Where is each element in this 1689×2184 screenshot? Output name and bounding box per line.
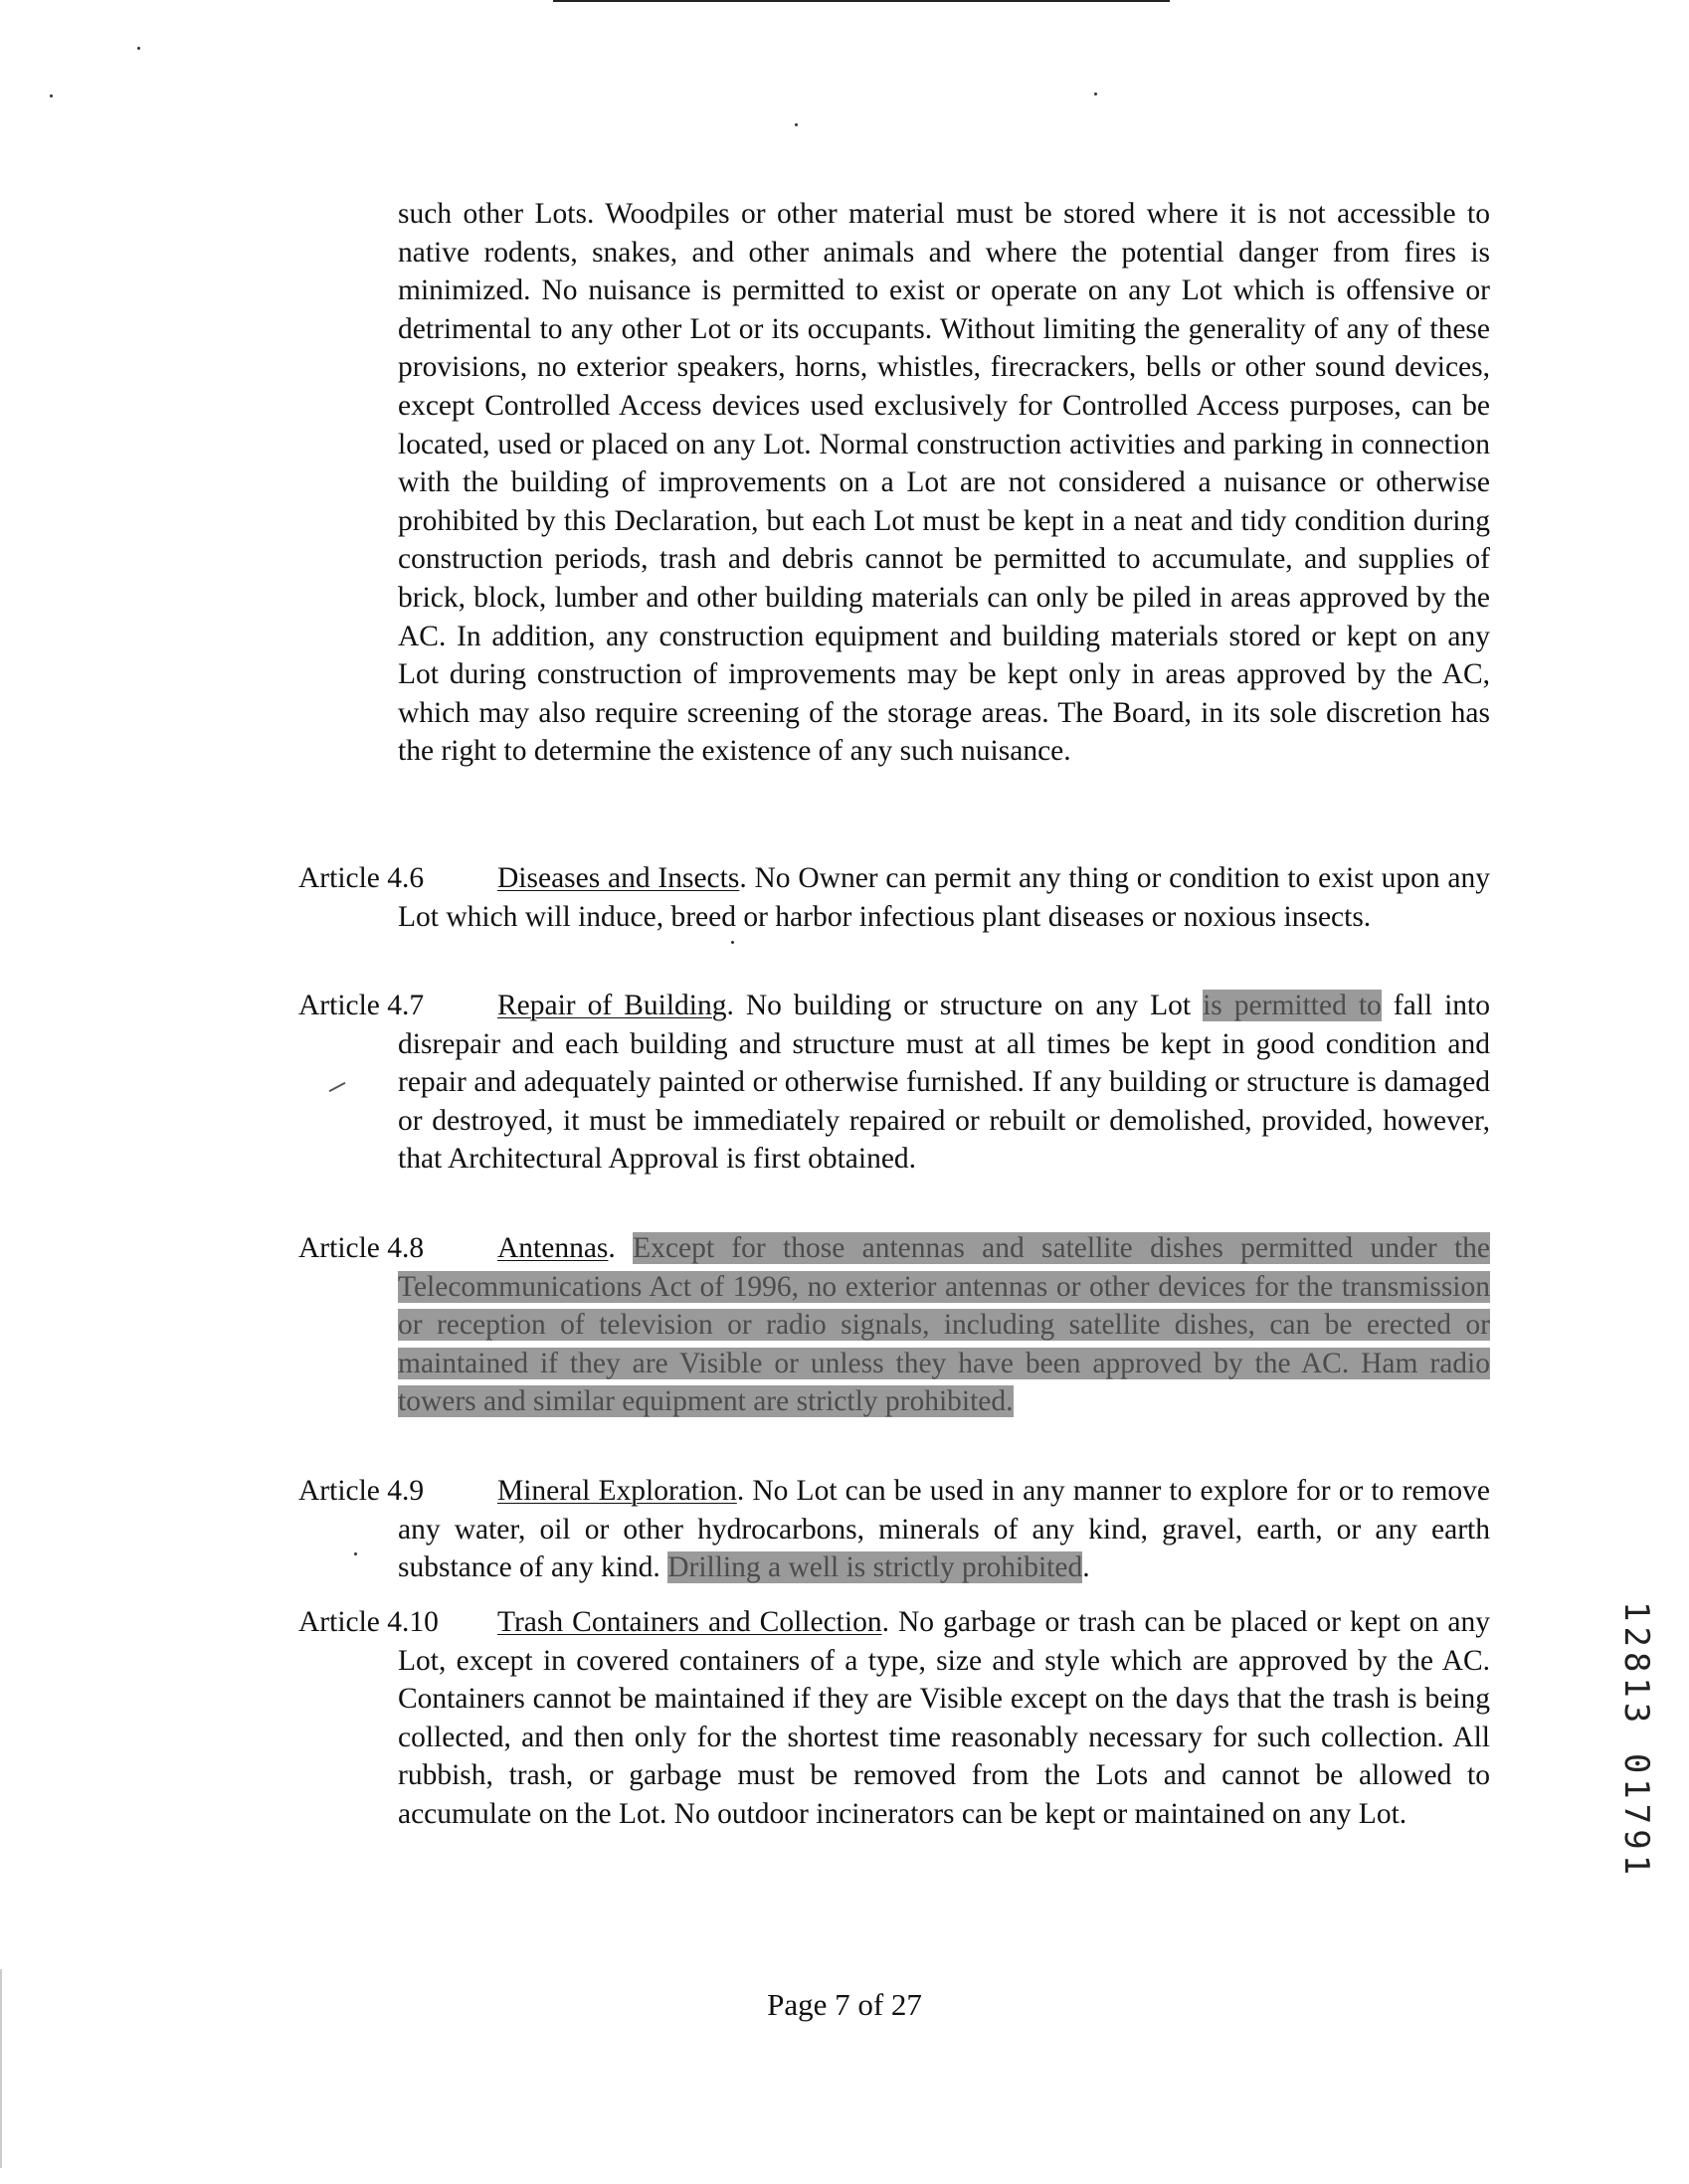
article-text: fall into disrepair and each building and structure must at all times be kept in good condition and repair and adequately painted or otherwise furnished. If any building or structure is damaged or destroyed, it must be immediately repaired or rebuilt or demolished, provided, however, that Architectural Approval is first obtained.	[398, 990, 1490, 1176]
article-4-8	[298, 1229, 1490, 1421]
page-footer: Page 7 of 27	[767, 1987, 922, 2022]
article-4-6	[298, 859, 1490, 936]
article-text: . No building or structure on any Lot	[726, 990, 1204, 1021]
redacted-text: Except for those antennas and satellite dishes permitted under the Telecommunications Act of 1996, no exterior antennas or other devices for the transmission or reception of television or radio signals, including satellite dishes, can be erected or maintained if they are Visible or unless they have been approved by the AC. Ham radio towers and similar equipment are strictly prohibited.	[398, 1232, 1490, 1418]
redacted-text: Drilling a well is strictly prohibited	[667, 1551, 1083, 1584]
article-heading: Repair of Building	[497, 990, 727, 1021]
article-heading: Antennas	[497, 1232, 609, 1264]
article-4-10	[298, 1603, 1490, 1834]
top-border-line	[553, 0, 1170, 2]
article-heading: Mineral Exploration	[497, 1475, 737, 1507]
article-body	[398, 1229, 1490, 1421]
article-body	[398, 1472, 1490, 1587]
recording-stamp: 12813 01791	[1616, 1601, 1656, 1881]
scan-speck	[1094, 92, 1097, 95]
article-text: . No garbage or trash can be placed or kept on any Lot, except in covered containers of a type, size and style which are approved by the AC. Containers cannot be maintained if they are Visible except on the days that the trash is being collected, and then only for the shortest time reasonably necessary for such collection. All rubbish, trash, or garbage must be removed from the Lots and cannot be allowed to accumulate on the Lot. No outdoor incinerators can be kept or maintained on any Lot.	[398, 1606, 1490, 1830]
article-label: Article 4.10	[298, 1606, 439, 1638]
article-heading: Diseases and Insects	[497, 862, 740, 894]
article-label: Article 4.8	[298, 1232, 425, 1264]
article-label: Article 4.9	[298, 1475, 425, 1507]
article-body	[398, 987, 1490, 1179]
article-4-7	[298, 987, 1490, 1179]
article-text: . No Owner can permit any thing or condition to exist upon any Lot which will induce, breed or harbor infectious plant diseases or noxious insects.	[398, 862, 1490, 933]
continuation-paragraph: such other Lots. Woodpiles or other material must be stored where it is not accessible to native rodents, snakes, and other animals and where the potential danger from fires is minimized. No nuisance is permitted to exist or operate on any Lot which is offensive or detrimental to any other Lot or its occupants. Without limiting the generality of any of these provisions, no exterior speakers, horns, whistles, firecrackers, bells or other sound devices, except Controlled Access devices used exclusively for Controlled Access purposes, can be located, used or placed on any Lot. Normal construction activities and parking in connection with the building of improvements on a Lot are not considered a nuisance or otherwise prohibited by this Declaration, but each Lot must be kept in a neat and tidy condition during construction periods, trash and debris cannot be permitted to accumulate, and supplies of brick, block, lumber and other building materials can only be piled in areas approved by the AC. In addition, any construction equipment and building materials stored or kept on any Lot during construction of improvements may be kept only in areas approved by the AC, which may also require screening of the storage areas. The Board, in its sole discretion has the right to determine the existence of any such nuisance.	[398, 198, 1490, 768]
article-text: .	[608, 1232, 634, 1264]
article-body	[398, 1603, 1490, 1834]
article-4-9	[298, 1472, 1490, 1587]
article-label: Article 4.7	[298, 990, 425, 1021]
scan-speck	[731, 941, 734, 944]
scan-speck	[795, 123, 798, 126]
scan-speck	[50, 94, 53, 97]
article-text: .	[1082, 1551, 1090, 1584]
article-label: Article 4.6	[298, 862, 425, 894]
article-body	[398, 859, 1490, 936]
article-heading: Trash Containers and Collection	[497, 1606, 882, 1638]
scan-speck	[137, 47, 140, 50]
article-text: . No Lot can be used in any manner to explore for or to remove any water, oil or other hydrocarbons, minerals of any kind, gravel, earth, or any earth substance of any kind.	[398, 1475, 1490, 1584]
redacted-text: is permitted to	[1203, 990, 1382, 1021]
